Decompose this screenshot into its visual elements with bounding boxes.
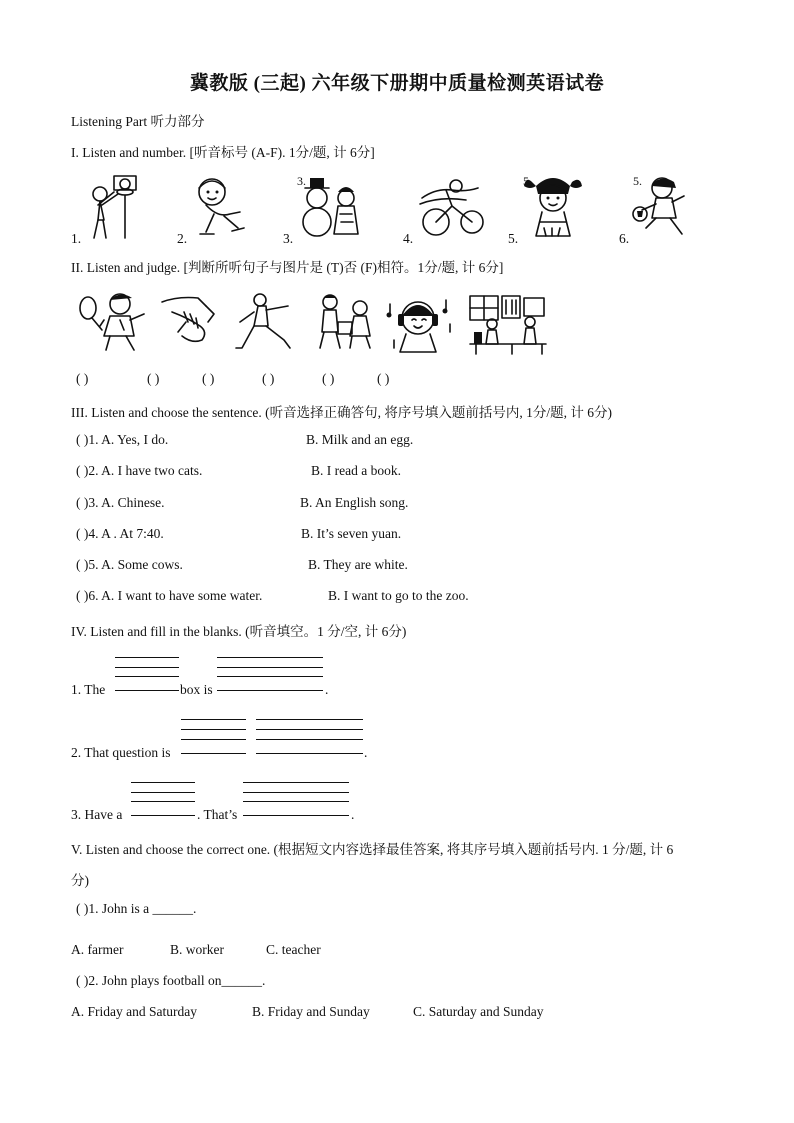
page-title: 冀教版 (三起) 六年级下册期中质量检测英语试卷: [189, 73, 605, 94]
s1-number-6: 6.: [619, 231, 630, 246]
s4-sentence2-end: .: [364, 745, 368, 760]
s3-item3-option-b: B. An English song.: [300, 495, 409, 510]
section5-heading-cont: 分): [71, 873, 89, 888]
s1-pic-label-5b: 5.: [633, 174, 642, 188]
blank-answer-3b[interactable]: [243, 815, 349, 816]
s3-item1-option-b: B. Milk and an egg.: [306, 432, 414, 447]
s3-item6-option-b: B. I want to go to the zoo.: [328, 588, 469, 603]
s5-q1-option-c: C. teacher: [266, 942, 321, 957]
s1-number-1: 1.: [71, 231, 82, 246]
s3-item4-question: ( )4. A . At 7:40.: [76, 526, 164, 541]
blank-line: [115, 667, 179, 668]
s4-sentence1-middle: box is: [180, 682, 213, 697]
s2-bracket-1[interactable]: ( ): [76, 371, 89, 386]
cycling-picture: [416, 178, 486, 238]
blank-line: [181, 729, 246, 730]
s1-number-5: 5.: [508, 231, 519, 246]
blank-answer-2b[interactable]: [256, 753, 363, 754]
skating-picture: [188, 174, 250, 240]
s4-sentence3-start: 3. Have a: [71, 807, 123, 822]
s1-pic-label-5a: 5.: [523, 174, 532, 188]
hands-picture: [158, 292, 218, 348]
blank-answer-1a[interactable]: [115, 690, 179, 691]
s4-sentence3-middle: . That’s: [197, 807, 238, 822]
blank-line: [243, 801, 349, 802]
s1-number-2: 2.: [177, 231, 188, 246]
s3-item5-option-b: B. They are white.: [308, 557, 408, 572]
s5-q2-option-a: A. Friday and Saturday: [71, 1004, 197, 1019]
taichi-picture: [232, 292, 294, 352]
s2-bracket-6[interactable]: ( ): [377, 371, 390, 386]
s3-item2-option-b: B. I read a book.: [311, 463, 401, 478]
s2-bracket-4[interactable]: ( ): [262, 371, 275, 386]
badminton-picture: [76, 290, 156, 354]
blank-line: [115, 676, 179, 677]
s1-pic-label-3: 3.: [297, 174, 306, 188]
blank-line: [115, 657, 179, 658]
s4-sentence1-end: .: [325, 682, 329, 697]
kids-picture: [314, 292, 378, 352]
blank-line: [256, 729, 363, 730]
section4-heading: IV. Listen and fill in the blanks. (听音填空。1 分/空, 计 6分): [71, 624, 407, 639]
blank-line: [243, 792, 349, 793]
section3-heading: III. Listen and choose the sentence. (听音选择正确答句, 将序号填入题前括号内, 1分/题, 计 6分): [71, 405, 613, 420]
s5-question-2: ( )2. John plays football on______.: [76, 973, 266, 988]
blank-line: [256, 719, 363, 720]
s3-item6-question: ( )6. A. I want to have some water.: [76, 588, 263, 603]
basketball-picture: [84, 172, 144, 240]
blank-line: [131, 792, 195, 793]
section5-heading: V. Listen and choose the correct one. (根据短文内容选择最佳答案, 将其序号填入题前括号内. 1 分/题, 计 6: [71, 842, 674, 857]
s3-item5-question: ( )5. A. Some cows.: [76, 557, 183, 572]
s5-question-1: ( )1. John is a ______.: [76, 901, 197, 916]
s1-number-4: 4.: [403, 231, 414, 246]
s5-q1-option-a: A. farmer: [71, 942, 124, 957]
s4-sentence3-end: .: [351, 807, 355, 822]
s5-q2-option-c: C. Saturday and Sunday: [413, 1004, 544, 1019]
blank-answer-2a[interactable]: [181, 753, 246, 754]
section2-heading: II. Listen and judge. [判断所听句子与图片是 (T)否 (F)相符。1分/题, 计 6分]: [71, 260, 504, 275]
s2-bracket-2[interactable]: ( ): [147, 371, 160, 386]
music-picture: [386, 294, 456, 354]
s3-item2-question: ( )2. A. I have two cats.: [76, 463, 203, 478]
s2-bracket-5[interactable]: ( ): [322, 371, 335, 386]
blank-line: [217, 657, 323, 658]
blank-answer-3a[interactable]: [131, 815, 195, 816]
blank-line: [131, 782, 195, 783]
section1-heading: I. Listen and number. [听音标号 (A-F). 1分/题, 计 6分]: [71, 145, 375, 160]
s4-sentence1-start: 1. The: [71, 682, 106, 697]
s2-bracket-3[interactable]: ( ): [202, 371, 215, 386]
s3-item3-question: ( )3. A. Chinese.: [76, 495, 165, 510]
blank-line: [131, 801, 195, 802]
s3-item1-question: ( )1. A. Yes, I do.: [76, 432, 169, 447]
snowman-picture: [296, 174, 364, 238]
s3-item4-option-b: B. It’s seven yuan.: [301, 526, 402, 541]
blank-line: [217, 676, 323, 677]
s4-sentence2-start: 2. That question is: [71, 745, 171, 760]
s1-number-3: 3.: [283, 231, 294, 246]
classroom-picture: [466, 292, 550, 356]
s5-q1-option-b: B. worker: [170, 942, 224, 957]
blank-answer-1b[interactable]: [217, 690, 323, 691]
blank-line: [181, 739, 246, 740]
s5-q2-option-b: B. Friday and Sunday: [252, 1004, 370, 1019]
blank-line: [256, 739, 363, 740]
blank-line: [243, 782, 349, 783]
blank-line: [217, 667, 323, 668]
listening-part-label: Listening Part 听力部分: [71, 114, 205, 129]
blank-line: [181, 719, 246, 720]
